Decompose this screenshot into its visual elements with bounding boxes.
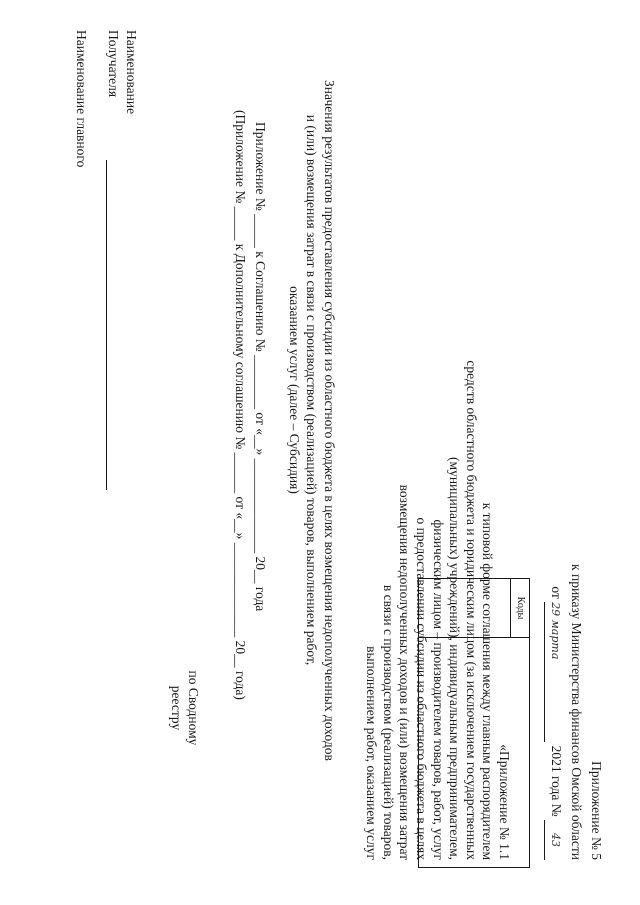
recipient-name-field[interactable] [106, 160, 107, 490]
appendix-line: о предоставлении субсидии из областного бюджета в целях [414, 517, 430, 860]
appendix-line: к типовой форме соглашения между главным распорядителем [480, 502, 496, 860]
date-prefix: от [549, 586, 564, 599]
additional-agreement-line: (Приложение № _____ к Дополнительному соглашению № ______ от «__» ______________ 20__ года) [233, 110, 248, 700]
table-divider [419, 637, 529, 638]
appendix-line: физическим лицом – производителем товаров, работ, услуг [430, 519, 446, 860]
number-handwritten: 43 [549, 833, 562, 847]
appendix-line: средств областного бюджета и юридическим лицом (за исключением государственных [463, 360, 479, 860]
appendix-line: «Приложение № 1.1 [497, 744, 512, 860]
date-field [544, 602, 566, 742]
codes-table [418, 578, 530, 868]
appendix-5-title: Приложение № 5 [589, 761, 604, 860]
recipient-name-label [104, 30, 140, 114]
order-reference: к приказу Министерства финансов Омской области [569, 564, 584, 860]
title-line: и (или) возмещения затрат в связи с производством (реализацией) товаров, выполнением работ, [304, 114, 320, 666]
number-field [544, 820, 566, 860]
appendix-line: в связи с производством (реализацией) товаров, [380, 584, 396, 860]
appendix-line: возмещения недополученных доходов и (или) возмещения затрат [397, 484, 413, 860]
appendix-line: выполнением работ, оказанием услуг [364, 646, 380, 860]
main-administrator-label: Наименование главного [74, 30, 89, 168]
svodny-line: по Сводному [186, 670, 201, 746]
table-divider [510, 579, 511, 637]
recipient-label-line: Наименование [124, 30, 139, 115]
order-date-line [544, 420, 566, 860]
title-line: Значения результатов предоставления субсидии из областного бюджета в целях возмещения недополученных доходов [322, 80, 337, 761]
year-prefix: 2021 года № [549, 745, 564, 817]
appendix-numbers [230, 110, 270, 730]
title-line: оказанием услуг (далее – Субсидия) [287, 286, 302, 494]
appendix-line: (муниципальных) учреждений), индивидуальным предпринимателем, [447, 457, 463, 860]
date-handwritten: 29 марта [549, 602, 562, 660]
svodny-line: реестру [169, 685, 184, 731]
svodny-reestr-label [168, 628, 202, 788]
codes-header: Коды [515, 596, 526, 620]
agreement-appendix-line: Приложение № _____ к Соглашению № ________ от «__» ______________ 20__ года [253, 122, 268, 612]
document-title [286, 80, 339, 761]
appendix-5-header [544, 420, 606, 860]
recipient-label-line: Получателя [106, 30, 121, 98]
